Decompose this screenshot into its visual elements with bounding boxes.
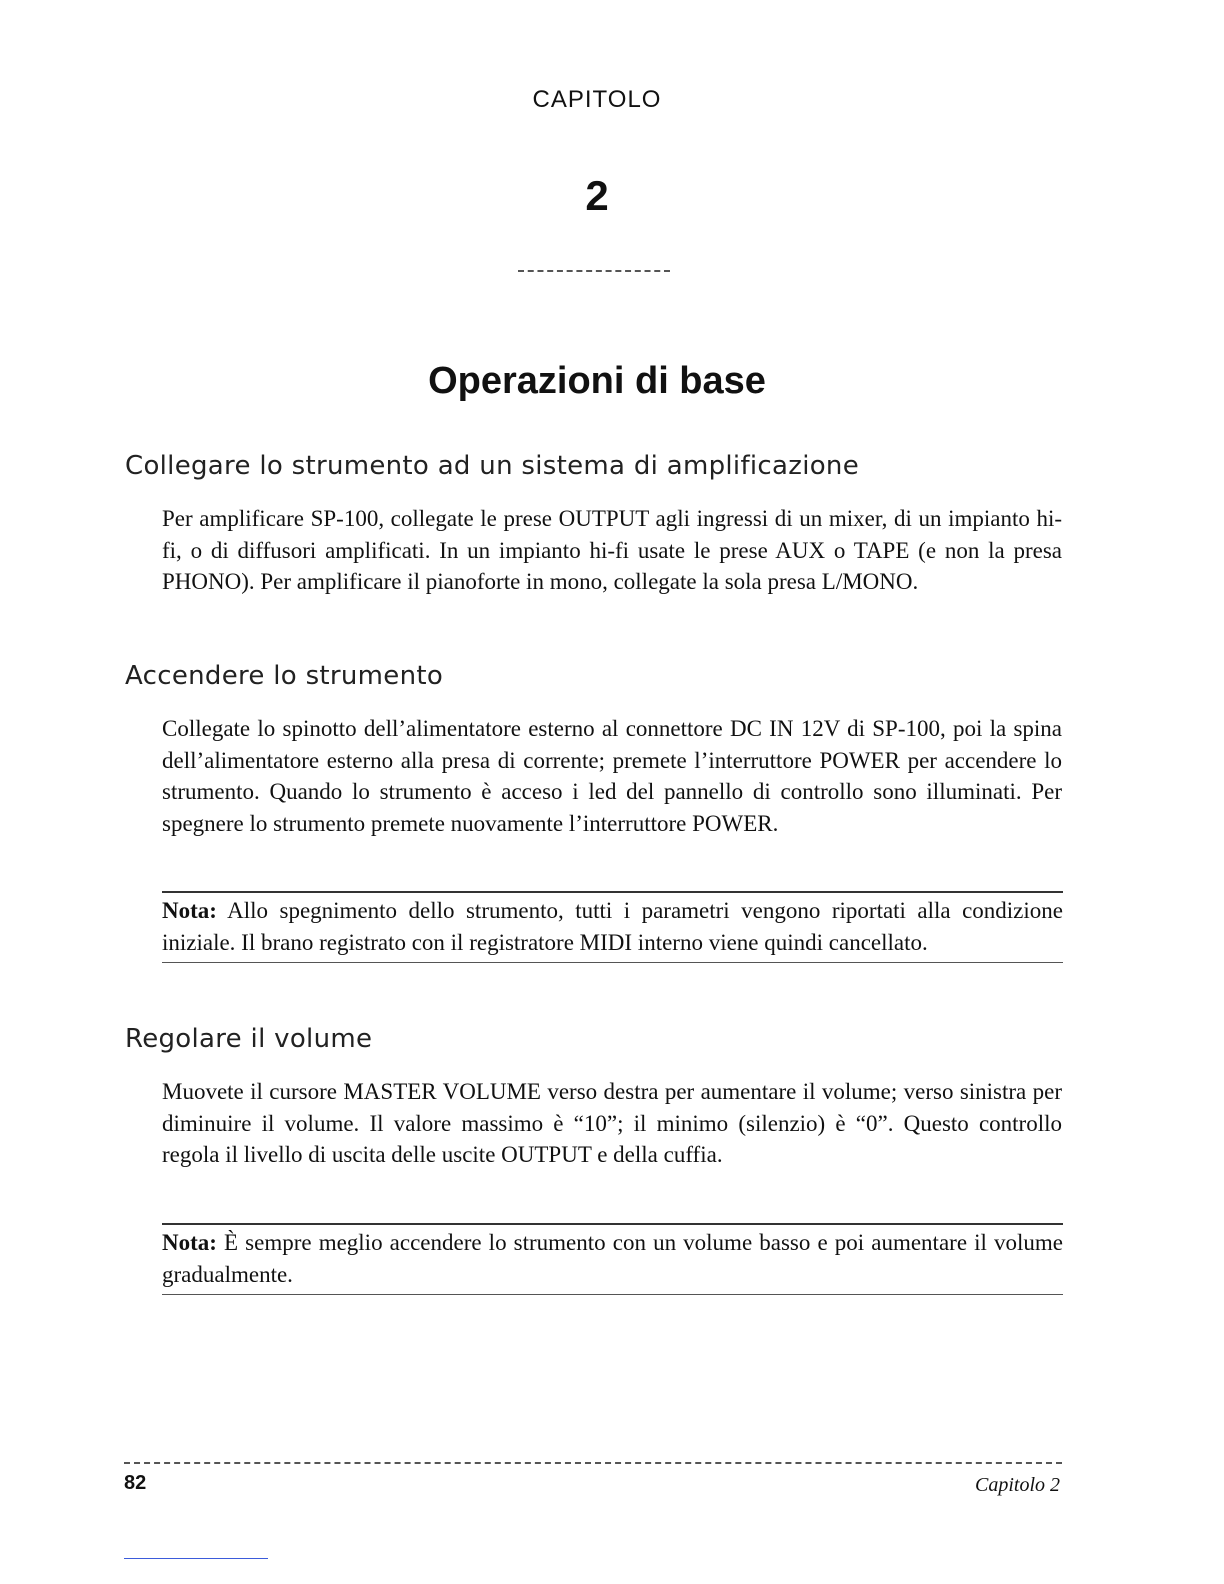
footer-rule xyxy=(124,1462,1062,1464)
note-label: Nota: xyxy=(162,898,217,923)
note-text: È sempre meglio accendere lo strumento con un volume basso e poi aumentare il volume gradualmente. xyxy=(162,1230,1063,1287)
note-box-spegnimento xyxy=(162,891,1063,963)
note-text: Allo spegnimento dello strumento, tutti i parametri vengono riportati alla condizione iniziale. Il brano registrato con il registratore MIDI interno viene quindi cancellato. xyxy=(162,898,1063,955)
section-heading-volume: Regolare il volume xyxy=(125,1024,373,1054)
page-number: 82 xyxy=(124,1472,147,1494)
note-label: Nota: xyxy=(162,1230,217,1255)
decorative-divider xyxy=(518,270,670,272)
section-body-amplificazione: Per amplificare SP-100, collegate le prese OUTPUT agli ingressi di un mixer, di un impianto hi-fi, o di diffusori amplificati. In un impianto hi-fi usate le prese AUX o TAPE (e non la presa PHONO). Per amplificare il pianoforte in mono, collegate la sola presa L/MONO. xyxy=(162,506,1062,594)
section-body-accendere: Collegate lo spinotto dell’alimentatore esterno al connettore DC IN 12V di SP-100, poi la spina dell’alimentatore esterno alla presa di corrente; premete l’interruttore POWER per accendere lo strumento. Quando lo strumento è acceso i led del pannello di controllo sono illuminati. Per spegnere lo strumento premete nuovamente l’interruttore POWER. xyxy=(162,716,1062,836)
chapter-label: CAPITOLO xyxy=(532,86,662,113)
chapter-number: 2 xyxy=(585,172,609,219)
note-box-volume xyxy=(162,1223,1063,1295)
section-body-volume: Muovete il cursore MASTER VOLUME verso destra per aumentare il volume; verso sinistra per diminuire il volume. Il valore massimo è “10”; il minimo (silenzio) è “0”. Questo controllo regola il livello di uscita delle uscite OUTPUT e della cuffia. xyxy=(162,1079,1062,1167)
section-heading-accendere: Accendere lo strumento xyxy=(125,661,444,691)
bottom-rule xyxy=(124,1558,268,1559)
running-footer-title: Capitolo 2 xyxy=(974,1474,1060,1496)
section-heading-amplificazione: Collegare lo strumento ad un sistema di amplificazione xyxy=(125,451,860,481)
chapter-title: Operazioni di base xyxy=(428,360,766,402)
